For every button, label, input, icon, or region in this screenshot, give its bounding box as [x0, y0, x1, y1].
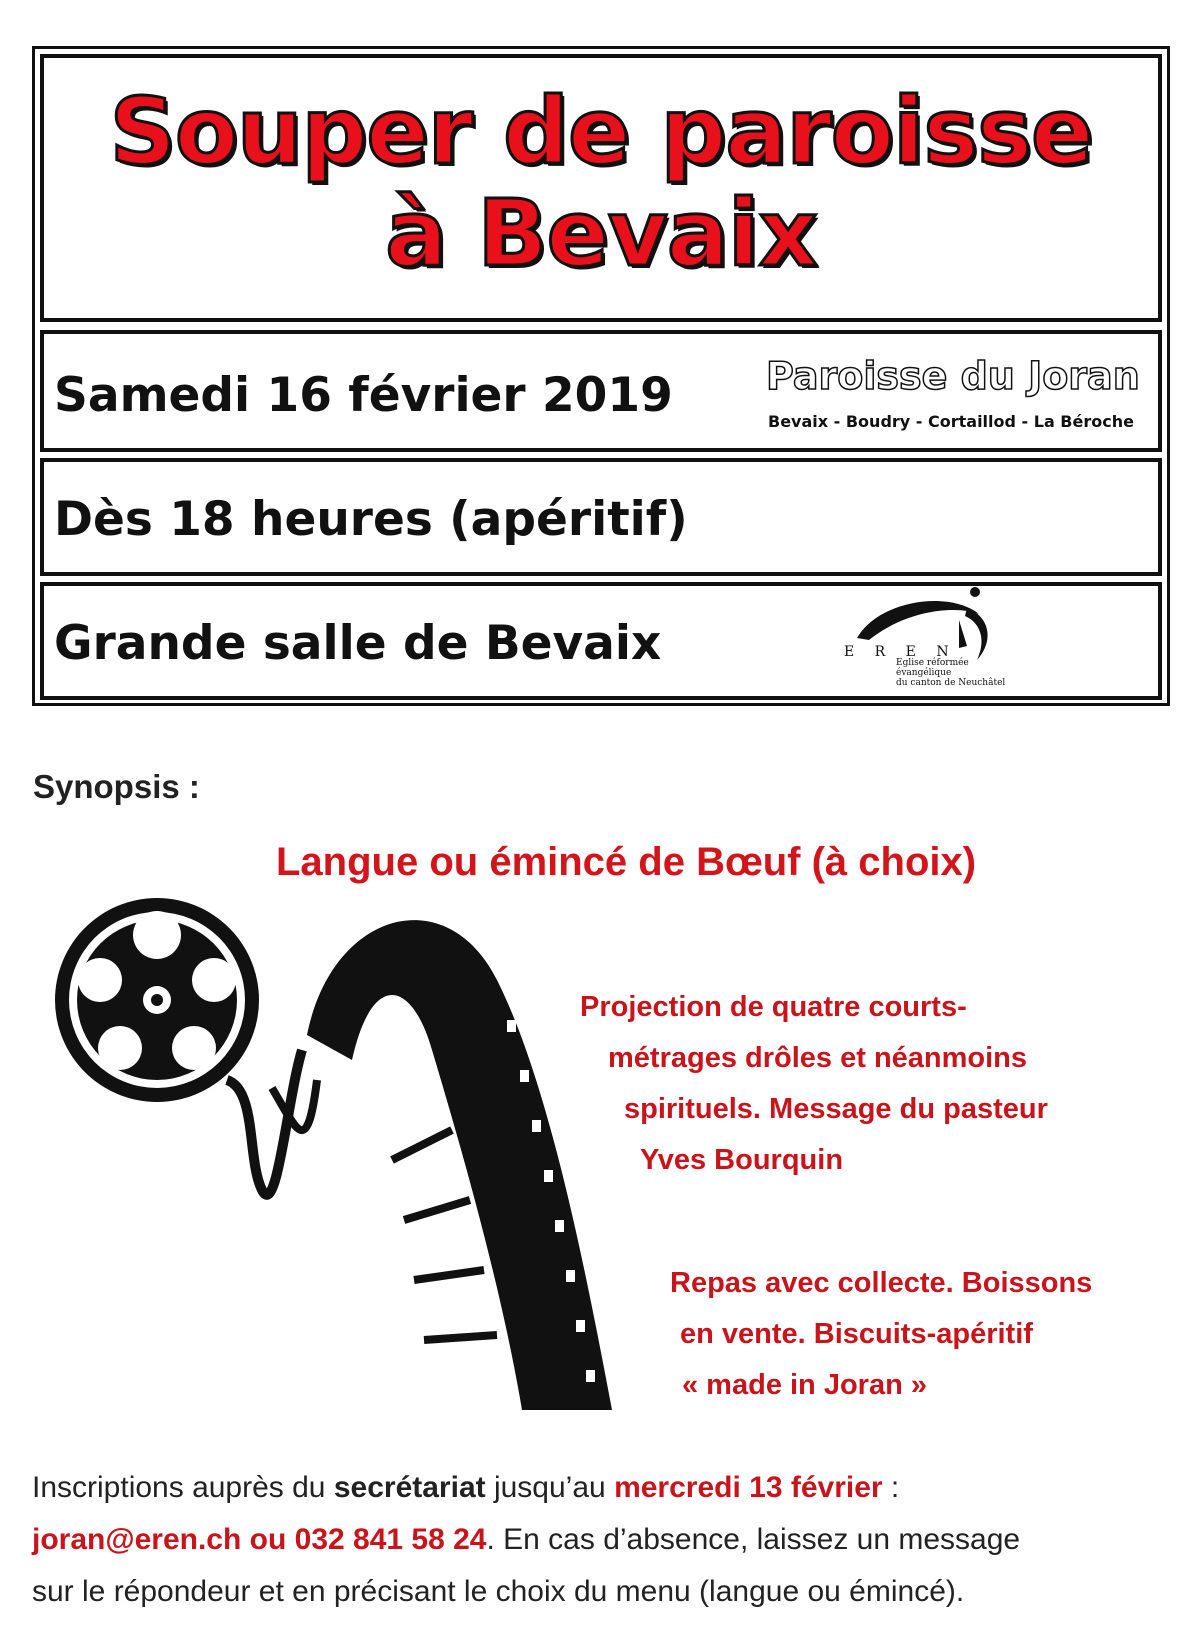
- parish-logo-name: Paroisse du Joran: [766, 354, 1140, 398]
- parish-logo-towns: Bevaix - Boudry - Cortaillod - La Béroche: [768, 412, 1134, 431]
- eren-logo-subtitle: [896, 658, 1016, 688]
- title-line-1: Souper de paroisse: [109, 78, 1093, 185]
- meal-line: en vente. Biscuits-apéritif: [680, 1318, 1033, 1350]
- projection-line: Yves Bourquin: [640, 1144, 844, 1176]
- footer-line-1: [32, 1462, 1182, 1514]
- meal-line: Repas avec collecte. Boissons: [670, 1267, 1093, 1299]
- deadline-text: mercredi 13 février: [614, 1471, 883, 1504]
- registration-info: [32, 1462, 1182, 1618]
- film-reel-icon: [55, 898, 259, 1102]
- event-date: Samedi 16 février 2019: [54, 368, 673, 423]
- event-time: Dès 18 heures (apéritif): [54, 492, 688, 547]
- time-box: [40, 458, 1162, 576]
- contact-email-phone[interactable]: joran@eren.ch ou 032 841 58 24: [32, 1523, 487, 1556]
- title-line-2: à Bevaix: [385, 180, 817, 287]
- title-box: [40, 54, 1162, 322]
- event-place: Grande salle de Bevaix: [54, 616, 662, 671]
- footer-text: jusqu’au: [485, 1471, 615, 1504]
- eren-subtitle-line-2: du canton de Neuchâtel: [896, 678, 1006, 688]
- projection-line: Projection de quatre courts-: [580, 991, 967, 1023]
- eren-subtitle-line-1: Eglise réformée évangélique: [896, 658, 969, 678]
- footer-line-2: [32, 1514, 1182, 1566]
- place-box: [40, 582, 1162, 700]
- menu-choice: Langue ou émincé de Bœuf (à choix): [276, 840, 977, 884]
- date-box: [40, 330, 1162, 452]
- footer-text: :: [882, 1471, 900, 1504]
- footer-text: Inscriptions auprès du: [32, 1471, 334, 1504]
- projection-line: spirituels. Message du pasteur: [624, 1093, 1048, 1125]
- secretariat-text: secrétariat: [333, 1471, 486, 1504]
- meal-paragraph: [670, 1258, 1092, 1411]
- footer-line-3: sur le répondeur et en précisant le choix du menu (langue ou émincé).: [32, 1575, 965, 1608]
- projection-paragraph: [580, 982, 1048, 1186]
- projection-line: métrages drôles et néanmoins: [608, 1042, 1028, 1074]
- film-reel-illustration: [52, 830, 662, 1410]
- footer-text: . En cas d’absence, laissez un message: [486, 1523, 1021, 1556]
- meal-line: « made in Joran »: [682, 1369, 927, 1401]
- film-strip-icon: [307, 920, 612, 1410]
- eren-logo-letters: E R E N: [844, 644, 957, 660]
- synopsis-label: Synopsis :: [33, 768, 200, 805]
